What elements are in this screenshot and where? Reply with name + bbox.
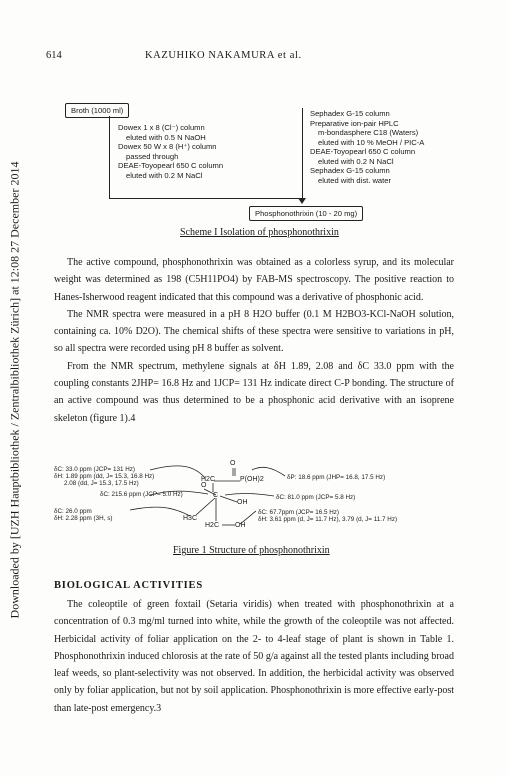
paragraph: The NMR spectra were measured in a pH 8 H2O buffer (0.1 M H2BO3-KCl-NaOH solution, containing ca. 10% D2O). The chemical shifts of these spectra were sensitive to variations in pH, so all spectra were recorded using pH 8 buffer as solvent. <box>54 308 454 355</box>
nmr-label: δC: 81.0 ppm (JCP= 5.8 Hz) <box>276 494 356 501</box>
nmr-label: δC: 33.0 ppm (JCP= 131 Hz) <box>54 466 136 473</box>
atom-o-ketone: O <box>201 482 207 489</box>
nmr-label: δC: 215.6 ppm (JCP= 5.0 Hz) <box>100 491 183 498</box>
product-box: Phosphonothrixin (10 - 20 mg) <box>249 206 363 221</box>
atom-o-top: O <box>230 460 236 467</box>
nmr-label: 2.08 (dd, J= 15.3, 17.5 Hz) <box>64 480 139 487</box>
paragraph: The coleoptile of green foxtail (Setaria viridis) when treated with phosphonothrixin at a concentration of 0.3 mg/ml turned into white, while the growth of the coleoptile was not affected. Herbicidal activity of foliar application on the 2- to 4-leaf stage of plant is shown in Table 1. Phosphonothrixin induced chlorosis at the rate of 50 g/a against all the tested plants including broad leaf weeds, so plant-selectivity was not observed. In addition, the herbicidal activity was observed only by foliar application, but not by soil application. Phosphonothrixin is more effective early-post than late-post emergency.3 <box>54 599 454 714</box>
right-connector-line <box>302 108 303 199</box>
nmr-label: δH: 3.61 ppm (d, J= 11.7 Hz), 3.79 (d, J= 11.7 Hz) <box>258 516 398 523</box>
atom-c-center: C <box>213 492 219 499</box>
right-step: DEAE-Toyopearl 650 C column <box>310 147 416 156</box>
atom-p-group: P(OH)2 <box>240 476 264 483</box>
section-heading: BIOLOGICAL ACTIVITIES <box>54 580 203 591</box>
atom-oh: OH <box>235 522 246 529</box>
left-step: eluted with 0.5 N NaOH <box>126 132 206 142</box>
bio-text <box>54 596 454 717</box>
body-text <box>54 254 454 427</box>
left-step: Dowex 50 W x 8 (H⁺) column <box>118 142 217 151</box>
left-steps <box>118 123 223 180</box>
figure-caption: Figure 1 Structure of phosphonothrixin <box>173 545 330 556</box>
broth-box: Broth (1000 ml) <box>65 103 129 118</box>
right-step: Sephadex G-15 column <box>310 109 390 118</box>
right-step: Preparative ion-pair HPLC <box>310 118 399 128</box>
left-step: Dowex 1 x 8 (Cl⁻) column <box>118 123 205 132</box>
right-step: Sephadex G-15 column <box>310 166 390 175</box>
right-step: eluted with 0.2 N NaCl <box>318 156 394 166</box>
atom-h3c: H3C <box>183 515 198 522</box>
right-step: eluted with 10 % MeOH / PIC-A <box>318 137 425 147</box>
paragraph: The active compound, phosphonothrixin was obtained as a colorless syrup, and its molecular weight was determined as 198 (C5H11PO4) by FAB-MS spectroscopy. The positive reaction to Hanes-Isherwood reagent indicated that this compound was a derivative of phosphonic acid. <box>54 257 454 303</box>
nmr-label: δC: 67.7ppm (JCP= 16.5 Hz) <box>258 509 340 516</box>
left-step: eluted with 0.2 M NaCl <box>126 170 203 180</box>
left-flow-line <box>109 116 110 198</box>
nmr-label: δH: 2.28 ppm (3H, s) <box>54 515 113 522</box>
nmr-label: δP: 18.6 ppm (JHP= 16.8, 17.5 Hz) <box>287 474 386 481</box>
atom-oh: OH <box>237 499 248 506</box>
right-step: m-bondasphere C18 (Waters) <box>318 128 419 137</box>
nmr-label: δC: 26.0 ppm <box>54 508 92 515</box>
atom-h2c-bottom: H2C <box>205 522 220 529</box>
paragraph: From the NMR spectrum, methylene signals at δH 1.89, 2.08 and δC 33.0 ppm with the coupling constants 2JHP= 16.8 Hz and 1JCP= 131 Hz indicate direct C-P bonding. The structure of an active compound was thus determined to be a phosphonic acid derivative with an isoprene skeleton (figure 1).4 <box>54 360 454 424</box>
left-step: DEAE-Toyopearl 650 C column <box>118 161 224 170</box>
atom-h2c: H2C <box>201 476 216 483</box>
right-steps <box>310 109 424 185</box>
scheme-1 <box>0 0 508 260</box>
left-step: passed through <box>126 151 179 161</box>
scheme-caption: Scheme I Isolation of phosphonothrixin <box>180 227 339 238</box>
nmr-label: δH: 1.89 ppm (dd, J= 15.3, 16.8 Hz) <box>54 473 155 480</box>
running-title: KAZUHIKO NAKAMURA et al. <box>145 50 302 61</box>
connector-line <box>109 198 302 199</box>
right-step: eluted with dist. water <box>318 175 392 185</box>
arrow-down-icon <box>298 198 306 204</box>
page-number: 614 <box>46 50 62 61</box>
download-notice-text: Downloaded by [UZH Hauptbibliothek / Zentralbibliothek Zürich] at 12:08 27 December 2014 <box>7 161 22 619</box>
